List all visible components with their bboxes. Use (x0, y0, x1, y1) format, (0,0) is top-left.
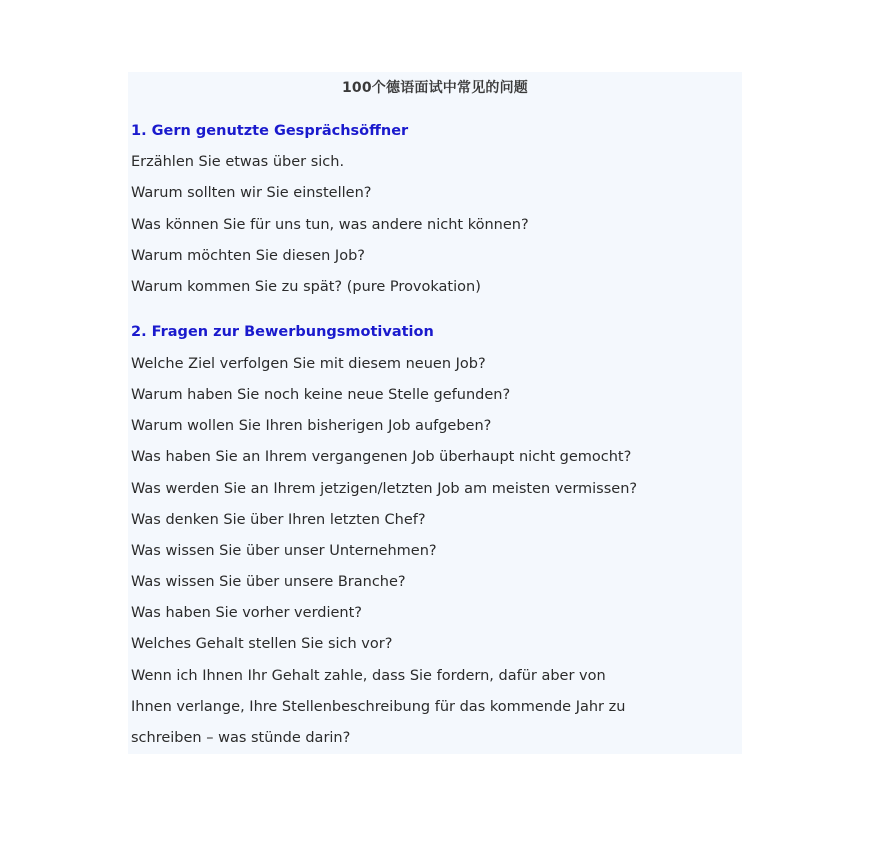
question-line: schreiben – was stünde darin? (131, 730, 351, 746)
question-line: Warum möchten Sie diesen Job? (131, 248, 365, 264)
question-line: Warum sollten wir Sie einstellen? (131, 185, 372, 201)
question-line: Was haben Sie an Ihrem vergangenen Job überhaupt nicht gemocht? (131, 449, 632, 465)
question-line: Warum haben Sie noch keine neue Stelle gefunden? (131, 387, 511, 403)
question-line: Welche Ziel verfolgen Sie mit diesem neuen Job? (131, 356, 486, 372)
question-line: Was haben Sie vorher verdient? (131, 605, 362, 621)
question-line: Was werden Sie an Ihrem jetzigen/letzten Job am meisten vermissen? (131, 481, 638, 497)
question-line: Was können Sie für uns tun, was andere nicht können? (131, 217, 529, 233)
question-line: Was wissen Sie über unser Unternehmen? (131, 543, 437, 559)
question-line: Erzählen Sie etwas über sich. (131, 154, 345, 170)
question-line: Welches Gehalt stellen Sie sich vor? (131, 636, 393, 652)
question-line: Ihnen verlange, Ihre Stellenbeschreibung für das kommende Jahr zu (131, 699, 626, 715)
question-line: Warum wollen Sie Ihren bisherigen Job aufgeben? (131, 418, 492, 434)
question-line: Warum kommen Sie zu spät? (pure Provokation) (131, 279, 481, 295)
document-title: 100个德语面试中常见的问题 (341, 80, 529, 96)
content-panel (128, 72, 742, 754)
question-line: Was wissen Sie über unsere Branche? (131, 574, 406, 590)
question-line: Wenn ich Ihnen Ihr Gehalt zahle, dass Sie fordern, dafür aber von (131, 668, 606, 684)
section-heading-2: 2. Fragen zur Bewerbungsmotivation (131, 324, 434, 340)
section-heading-1: 1. Gern genutzte Gesprächsöffner (131, 123, 409, 139)
question-line: Was denken Sie über Ihren letzten Chef? (131, 512, 426, 528)
